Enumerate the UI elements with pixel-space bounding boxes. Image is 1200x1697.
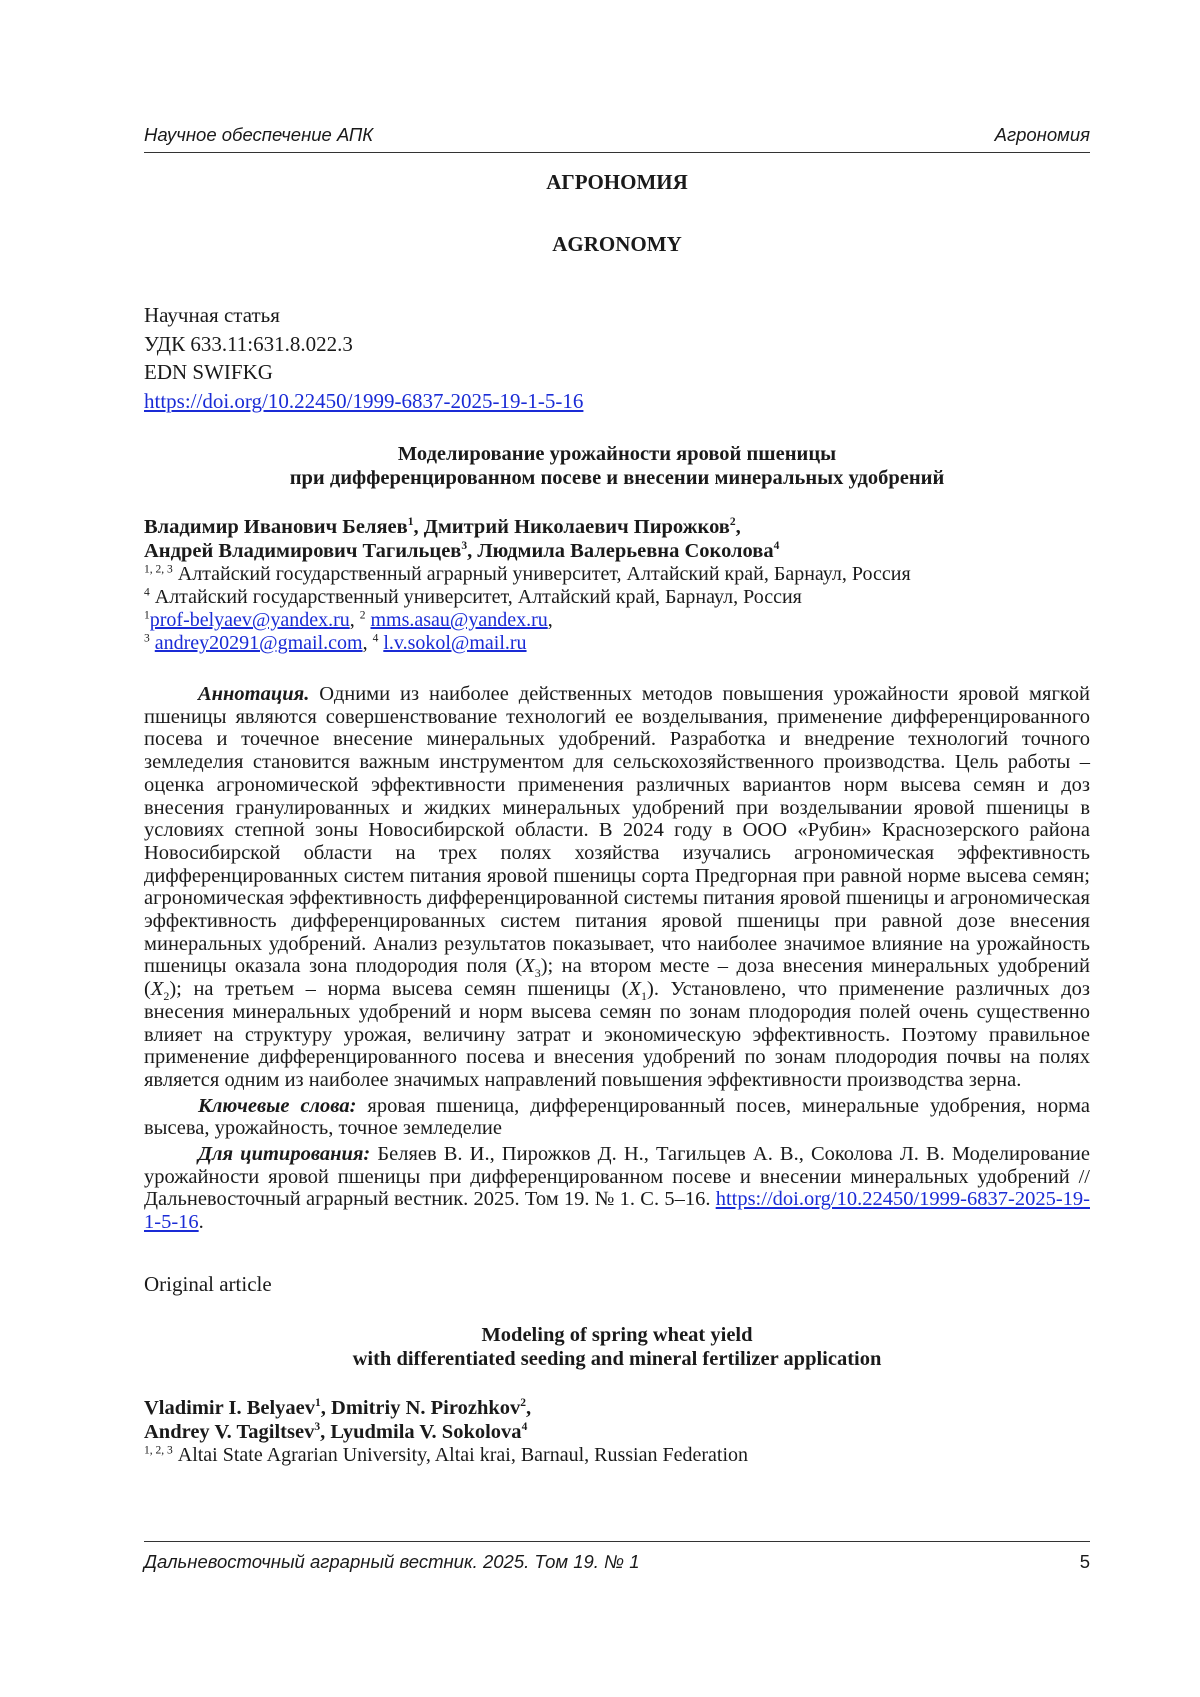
affiliation-text: Алтайский государственный университет, Алтайский край, Барнаул, Россия <box>154 586 802 608</box>
email-index: 1 <box>144 609 150 622</box>
article-type: Научная статья <box>144 303 280 327</box>
article-title-ru <box>144 442 1090 490</box>
citation-doi-link[interactable]: https://doi.org/10.22450/1999-6837-2025-19-1-5-16 <box>144 1188 1090 1234</box>
author-index: 2 <box>729 516 736 529</box>
email-list: $^1$prof-belyaev@yandex.ru, $^2$ mms.asau@yandex.ru, <box>144 609 553 631</box>
affiliation-index: 4 <box>144 586 150 599</box>
email-link[interactable]: l.v.sokol@mail.ru <box>383 632 527 654</box>
author-names: Андрей Владимирович Тагильцев$^3$, Людмила Валерьевна Соколова$^4$ <box>144 540 780 562</box>
author-index: 3 <box>461 540 468 553</box>
title-line: with differentiated seeding and mineral fertilizer application <box>352 1347 882 1370</box>
header-journal-section: Научное обеспечение АПК <box>144 124 374 145</box>
abstract <box>144 683 1090 1092</box>
affiliation-text: Altai State Agrarian University, Altai krai, Barnaul, Russian Federation <box>177 1443 748 1466</box>
email-link[interactable]: prof-belyaev@yandex.ru <box>149 609 350 631</box>
title-line: Modeling of spring wheat yield <box>481 1323 753 1346</box>
abstract-text: Одними из наиболее действенных методов повышения урожайности яровой мягкой пшеницы являются совершенствование технологий ее возделывания, применение дифференцированного посева и точечное внесение минеральных удобрений. Разработка и внедрение технологий точного земледелия становится важным инструментом для сельскохозяйственного производства. Цель работы – оценка агрономической эффективности применения различных вариантов норм высева семян и доз внесения гранулированных и жидких минеральных удобрений при возделывании яровой пшеницы в условиях степной зоны Новосибирской области. В 2024 году в ООО «Рубин» Краснозерского района Новосибирской области на трех полях хозяйства изучались агрономическая эффективность дифференцированных систем питания яровой пшеницы сорта Предгорная при равной норме высева семян; агрономическая эффективность дифференцированной системы питания яровой пшеницы и агрономическая эффективность дифференцированных систем питания яровой пшеницы при равной дозе внесения минеральных удобрений. Анализ результатов показывает, что наиболее значимое влияние на урожайность пшеницы оказала зона плодородия поля ( <box>144 683 1091 978</box>
author-name: Дмитрий Николаевич Пирожков <box>423 516 730 538</box>
article-title-en <box>144 1323 1090 1371</box>
variable-index: 3 <box>534 966 541 981</box>
section-title-ru: АГРОНОМИЯ <box>546 170 688 194</box>
email-index: 2 <box>359 609 366 622</box>
author-name: Andrey V. Tagiltsev <box>144 1420 315 1443</box>
variable: X <box>522 955 535 978</box>
running-footer <box>144 1541 1090 1573</box>
author-index: 3 <box>314 1421 321 1434</box>
keywords-text: яровая пшеница, дифференцированный посев, минеральные удобрения, норма высева, урожайность, точное земледелие <box>144 1094 1090 1140</box>
doi-link[interactable]: https://doi.org/10.22450/1999-6837-2025-19-1-5-16 <box>144 388 584 413</box>
affiliation <box>144 563 1090 586</box>
author-names: Vladimir I. Belyaev$^1$, Dmitriy N. Pirozhkov$^2$, <box>144 1396 532 1419</box>
affiliation-index: 1, 2, 3 <box>144 1444 173 1457</box>
abstract-text: ). Установлено, что применение различных доз внесения минеральных удобрений и норм высева семян по зонам плодородия полей очень существенно влияет на структуру урожая, величину затрат и экономическую эффективность. Поэтому правильное применение дифференцированного посева и внесения удобрений по зонам плодородия почвы на полях является одним из наиболее значимых направлений повышения эффективности производства зерна. <box>144 978 1090 1091</box>
keywords <box>144 1095 1090 1140</box>
title-line: Моделирование урожайности яровой пшеницы <box>397 443 837 465</box>
article-content <box>144 162 1090 1467</box>
email-link[interactable]: mms.asau@yandex.ru <box>370 609 548 631</box>
email-index: 4 <box>372 632 379 645</box>
author-name: Людмила Валерьевна Соколова <box>477 540 774 562</box>
article-meta <box>144 301 1090 415</box>
email-list: $^3$ andrey20291@gmail.com, $^4$ l.v.sokol@mail.ru <box>144 632 527 654</box>
original-article-label: Original article <box>144 1271 272 1296</box>
variable: X <box>150 978 164 1001</box>
variable: X <box>628 978 642 1001</box>
author-name: Vladimir I. Belyaev <box>144 1396 316 1419</box>
affiliation-text: Алтайский государственный аграрный университет, Алтайский край, Барнаул, Россия <box>177 563 911 585</box>
author-name: Андрей Владимирович Тагильцев <box>144 540 462 562</box>
running-header <box>144 124 1090 153</box>
citation-label: Для цитирования: <box>198 1143 371 1166</box>
affiliation-index: 1, 2, 3 <box>144 563 173 576</box>
author-names: Andrey V. Tagiltsev$^3$, Lyudmila V. Sokolova$^4$ <box>144 1420 528 1443</box>
udc-code: УДК 633.11:631.8.022.3 <box>144 331 353 356</box>
citation <box>144 1143 1090 1234</box>
author-name: Lyudmila V. Sokolova <box>330 1420 522 1443</box>
author-index: 1 <box>407 516 414 529</box>
abstract-text: ); на третьем – норма высева семян пшеницы ( <box>169 978 629 1001</box>
variable-index: 2 <box>163 989 170 1004</box>
authors-block-en <box>144 1396 1090 1467</box>
affiliation <box>144 586 1090 609</box>
keywords-label: Ключевые слова: <box>198 1094 357 1117</box>
citation-text: Беляев В. И., Пирожков Д. Н., Тагильцев А. В., Соколова Л. В. Моделирование урожайности яровой пшеницы при дифференцированном посеве и внесении минеральных удобрений // Дальневосточный аграрный вестник. 2025. Том 19. № 1. С. 5–16. <box>144 1143 1091 1211</box>
author-name: Владимир Иванович Беляев <box>144 516 408 538</box>
abstract-label: Аннотация. <box>198 683 310 705</box>
abstract-text: ); на втором месте – доза внесения минеральных удобрений ( <box>144 955 1091 1001</box>
affiliation <box>144 1444 1090 1467</box>
header-rubric: Агрономия <box>994 124 1090 145</box>
title-line: при дифференцированном посеве и внесении минеральных удобрений <box>289 467 945 489</box>
author-index: 2 <box>520 1397 527 1410</box>
email-index: 3 <box>144 632 150 645</box>
email-link[interactable]: andrey20291@gmail.com <box>154 632 363 654</box>
author-name: Dmitriy N. Pirozhkov <box>331 1396 521 1419</box>
footer-journal-issue: Дальневосточный аграрный вестник. 2025. Том 19. № 1 <box>144 1551 640 1572</box>
page-number: 5 <box>1079 1551 1090 1572</box>
author-index: 4 <box>773 540 780 553</box>
variable-index: 1 <box>641 989 648 1004</box>
citation-end: . <box>198 1211 204 1234</box>
section-title-en: AGRONOMY <box>552 232 682 256</box>
edn-code: EDN SWIFKG <box>144 360 273 384</box>
author-index: 1 <box>315 1397 321 1410</box>
authors-block-ru <box>144 515 1090 655</box>
author-index: 4 <box>521 1421 528 1434</box>
author-names: Владимир Иванович Беляев$^1$, Дмитрий Николаевич Пирожков$^2$, <box>144 516 741 538</box>
